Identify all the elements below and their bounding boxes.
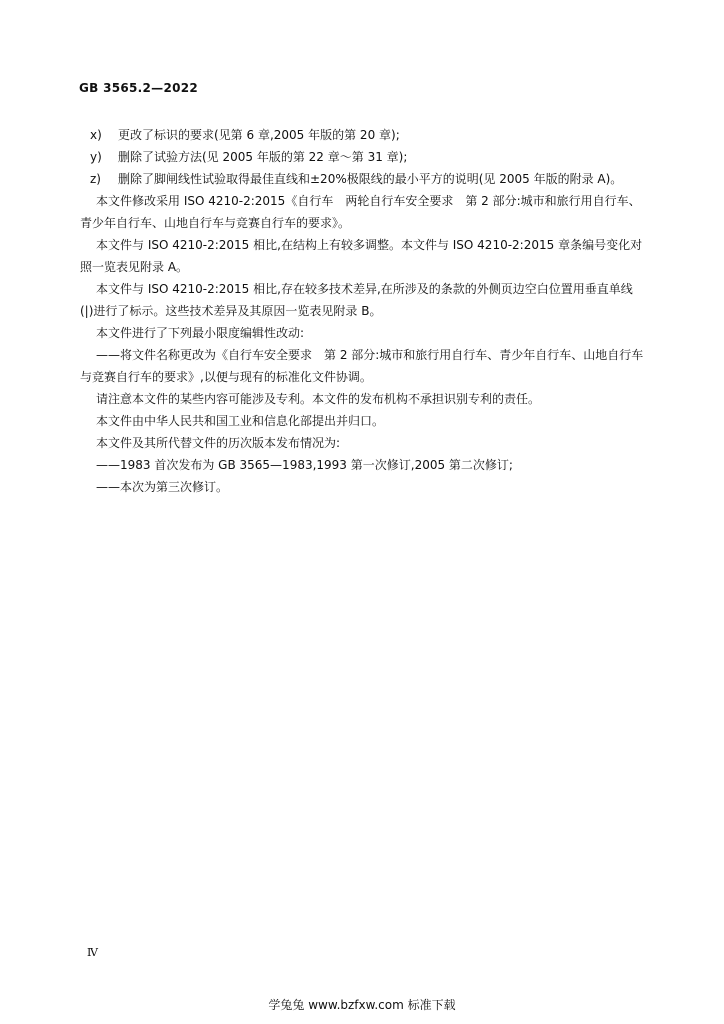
history-paragraph: 本文件及其所代替文件的历次版本发布情况为: <box>96 436 341 450</box>
list-item <box>90 168 644 190</box>
proposer-paragraph: 本文件由中华人民共和国工业和信息化部提出并归口。 <box>96 414 385 428</box>
technical-differences-paragraph: 本文件与 ISO 4210-2:2015 相比,存在较多技术差异,在所涉及的条款的外侧页边空白位置用垂直单线(|)进行了标示。这些技术差异及其原因一览表见附录 B。 <box>80 282 633 318</box>
list-item-text: 删除了脚闸线性试验取得最佳直线和±20%极限线的最小平方的说明(见 2005 年版的附录 A)。 <box>118 172 623 186</box>
list-item <box>90 124 644 146</box>
list-item <box>90 146 644 168</box>
dash-item: ——本次为第三次修订。 <box>96 480 229 494</box>
dash-item: ——1983 首次发布为 GB 3565—1983,1993 第一次修订,2005 第二次修订; <box>96 458 513 472</box>
list-marker: x) <box>90 128 102 142</box>
adoption-paragraph: 本文件修改采用 ISO 4210-2:2015《自行车 两轮自行车安全要求 第 2 部分:城市和旅行用自行车、青少年自行车、山地自行车与竞赛自行车的要求》。 <box>80 194 641 230</box>
list-marker: z) <box>90 172 101 186</box>
dash-item: ——将文件名称更改为《自行车安全要求 第 2 部分:城市和旅行用自行车、青少年自行车、山地自行车与竞赛自行车的要求》,以便与现有的标准化文件协调。 <box>80 348 644 384</box>
list-item-text: 删除了试验方法(见 2005 年版的第 22 章～第 31 章); <box>118 150 408 164</box>
footer-watermark: 学兔兔 www.bzfxw.com 标准下载 <box>268 998 456 1012</box>
page-body <box>80 124 644 498</box>
structure-paragraph: 本文件与 ISO 4210-2:2015 相比,在结构上有较多调整。本文件与 ISO 4210-2:2015 章条编号变化对照一览表见附录 A。 <box>80 238 643 274</box>
editorial-changes-paragraph: 本文件进行了下列最小限度编辑性改动: <box>96 326 305 340</box>
list-marker: y) <box>90 150 102 164</box>
document-id-header: GB 3565.2—2022 <box>79 81 199 95</box>
page-number: Ⅳ <box>87 946 98 959</box>
patent-notice-paragraph: 请注意本文件的某些内容可能涉及专利。本文件的发布机构不承担识别专利的责任。 <box>96 392 541 406</box>
list-item-text: 更改了标识的要求(见第 6 章,2005 年版的第 20 章); <box>118 128 400 142</box>
